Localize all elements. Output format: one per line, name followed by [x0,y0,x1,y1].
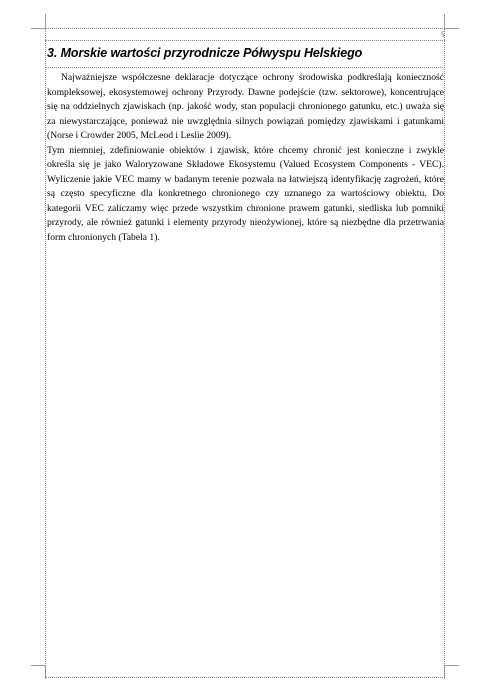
section-heading[interactable]: 3. Morskie wartości przyrodnicze Półwyspu Helskiego [47,46,363,60]
paragraph[interactable]: Najważniejsze współczesne deklaracje dotyczące ochrony środowiska podkreślają konieczność kompleksowej, ekosystemowej ochrony Przyrody. Dawne podejście (tzw. sektorowe), koncentrujące się na oddzielnych zjawiskach (np. jakość wody, stan populacji chronionego gatunku, etc.) uważa się za niewystarczające, ponieważ nie uwzględnia silnych powiązań pomiędzy zjawiskami i gatunkami (Norse i Crowder 2005, McLeod i Leslie 2009). [47,72,444,141]
body-text[interactable] [47,71,444,245]
crop-mark [445,28,459,29]
crop-mark [444,14,445,28]
paragraph-mark-icon: § [441,30,445,38]
paragraph[interactable]: Tym niemniej, zdefiniowanie obiektów i zjawisk, które chcemy chronić jest konieczne i zwykle określa się je jako Waloryzowane Składowe Ekosystemu (Valued Ecosystem Components - VEC). Wyliczenie jakie VEC mamy w badanym terenie pozwala na łatwiejszą identyfikację zagrożeń, które są często specyficzne dla konkretnego chronionego czy uznanego za wartościowy obiektu. Do kategorii VEC zaliczamy więc przede wszystkim chronione prawem gatunki, siedliska lub pomniki przyrody, ale również gatunki i elementy przyrody nieożywionej, które są niezbędne dla przetrwania form chronionych (Tabela 1). [47,144,444,243]
crop-mark [31,665,45,666]
crop-mark [31,28,45,29]
crop-mark [445,665,459,666]
crop-mark [45,14,46,28]
